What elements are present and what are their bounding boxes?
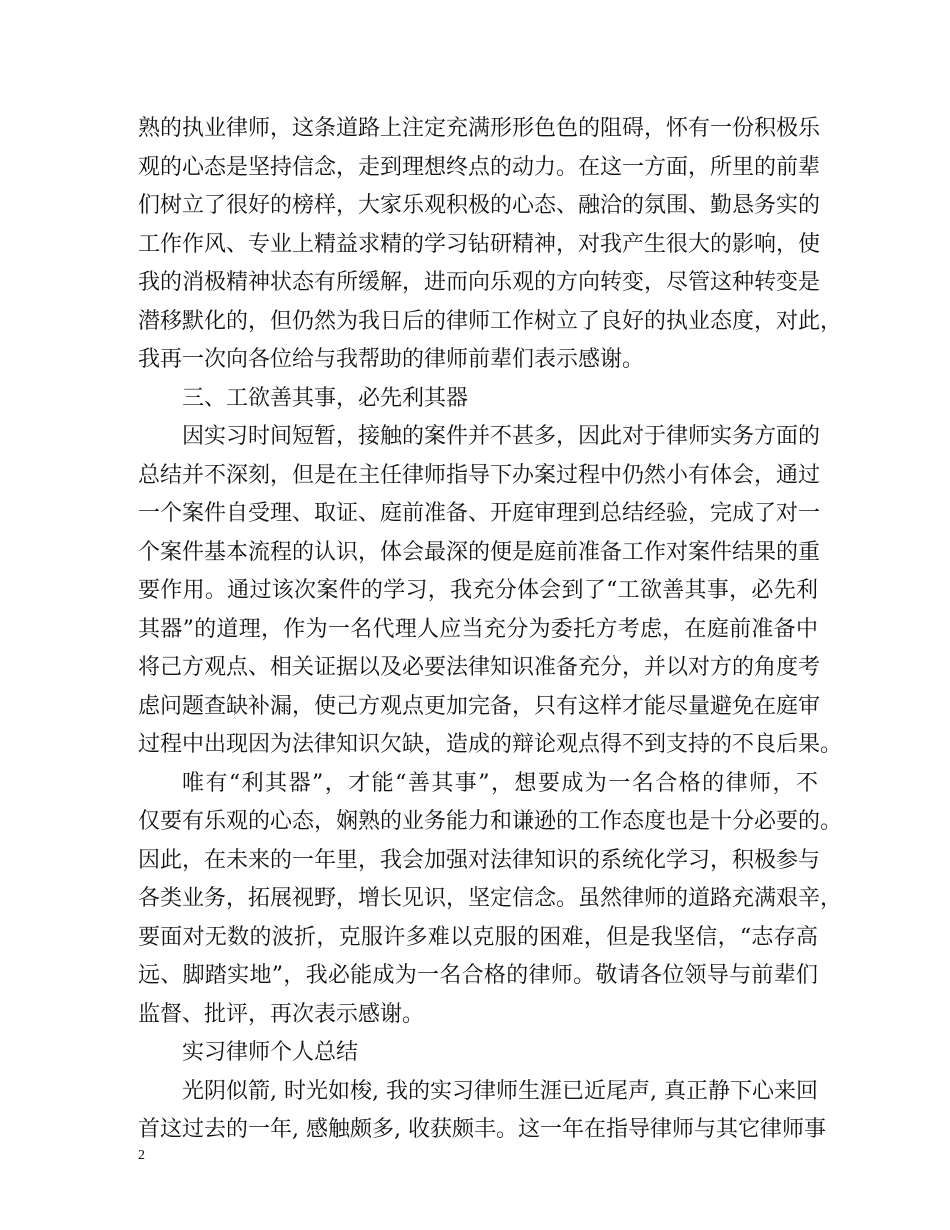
text-line: 仅要有乐观的心态，娴熟的业务能力和谦逊的工作态度也是十分必要的。	[138, 809, 843, 834]
text-line: 光阴似箭, 时光如梭, 我的实习律师生涯已近尾声, 真正静下心来回	[182, 1078, 818, 1104]
document-body	[138, 110, 843, 1150]
text-line: 我的消极精神状态有所缓解，进而向乐观的方向转变，尽管这种转变是	[138, 270, 821, 295]
text-line: 熟的执业律师，这条道路上注定充满形形色色的阻碍，怀有一份积极乐	[138, 116, 821, 141]
text-line: 监督、批评，再次表示感谢。	[138, 1001, 425, 1027]
text-line: 们树立了很好的榜样，大家乐观积极的心态、融洽的氛围、勤恳务实的	[138, 193, 821, 218]
text-line: 因此，在未来的一年里，我会加强对法律知识的系统化学习，积极参与	[138, 847, 821, 873]
text-line: 三、工欲善其事，必先利其器	[182, 385, 469, 411]
text-line: 虑问题查缺补漏，使己方观点更加完备，只有这样才能尽量避免在庭审	[138, 693, 821, 719]
page-number: 2	[138, 1148, 145, 1163]
text-line: 个案件基本流程的认识，体会最深的便是庭前准备工作对案件结果的重	[138, 539, 821, 565]
text-line: 远、脚踏实地”，我必能成为一名合格的律师。敬请各位领导与前辈们	[138, 963, 818, 988]
text-line: 一个案件自受理、取证、庭前准备、开庭审理到总结经验，完成了对一	[138, 501, 821, 526]
text-line: 要作用。通过该次案件的学习，我充分体会到了“工欲善其事，必先利	[138, 578, 818, 603]
text-line: 观的心态是坚持信念，走到理想终点的动力。在这一方面，所里的前辈	[138, 154, 821, 180]
text-line: 唯有“利其器”，才能“善其事”，想要成为一名合格的律师，不	[182, 770, 818, 796]
text-line: 潜移默化的，但仍然为我日后的律师工作树立了良好的执业态度，对此，	[138, 308, 843, 334]
text-line: 要面对无数的波折，克服许多难以克服的困难，但是我坚信，“志存高	[138, 924, 818, 950]
text-line: 我再一次向各位给与我帮助的律师前辈们表示感谢。	[138, 347, 645, 372]
text-line: 将己方观点、相关证据以及必要法律知识准备充分，并以对方的角度考	[138, 655, 821, 680]
text-line: 因实习时间短暂，接触的案件并不甚多，因此对于律师实务方面的	[182, 424, 821, 449]
text-line: 总结并不深刻，但是在主任律师指导下办案过程中仍然小有体会，通过	[138, 462, 821, 488]
text-line: 各类业务，拓展视野，增长见识，坚定信念。虽然律师的道路充满艰辛，	[138, 886, 843, 911]
text-line: 其器”的道理，作为一名代理人应当充分为委托方考虑，在庭前准备中	[138, 616, 818, 642]
text-line: 过程中出现因为法律知识欠缺，造成的辩论观点得不到支持的不良后果。	[138, 732, 843, 757]
text-line: 工作作风、专业上精益求精的学习钻研精神，对我产生很大的影响，使	[138, 231, 821, 257]
text-line: 实习律师个人总结	[182, 1040, 359, 1065]
text-line: 首这过去的一年, 感触颇多, 收获颇丰。这一年在指导律师与其它律师事	[138, 1117, 826, 1142]
